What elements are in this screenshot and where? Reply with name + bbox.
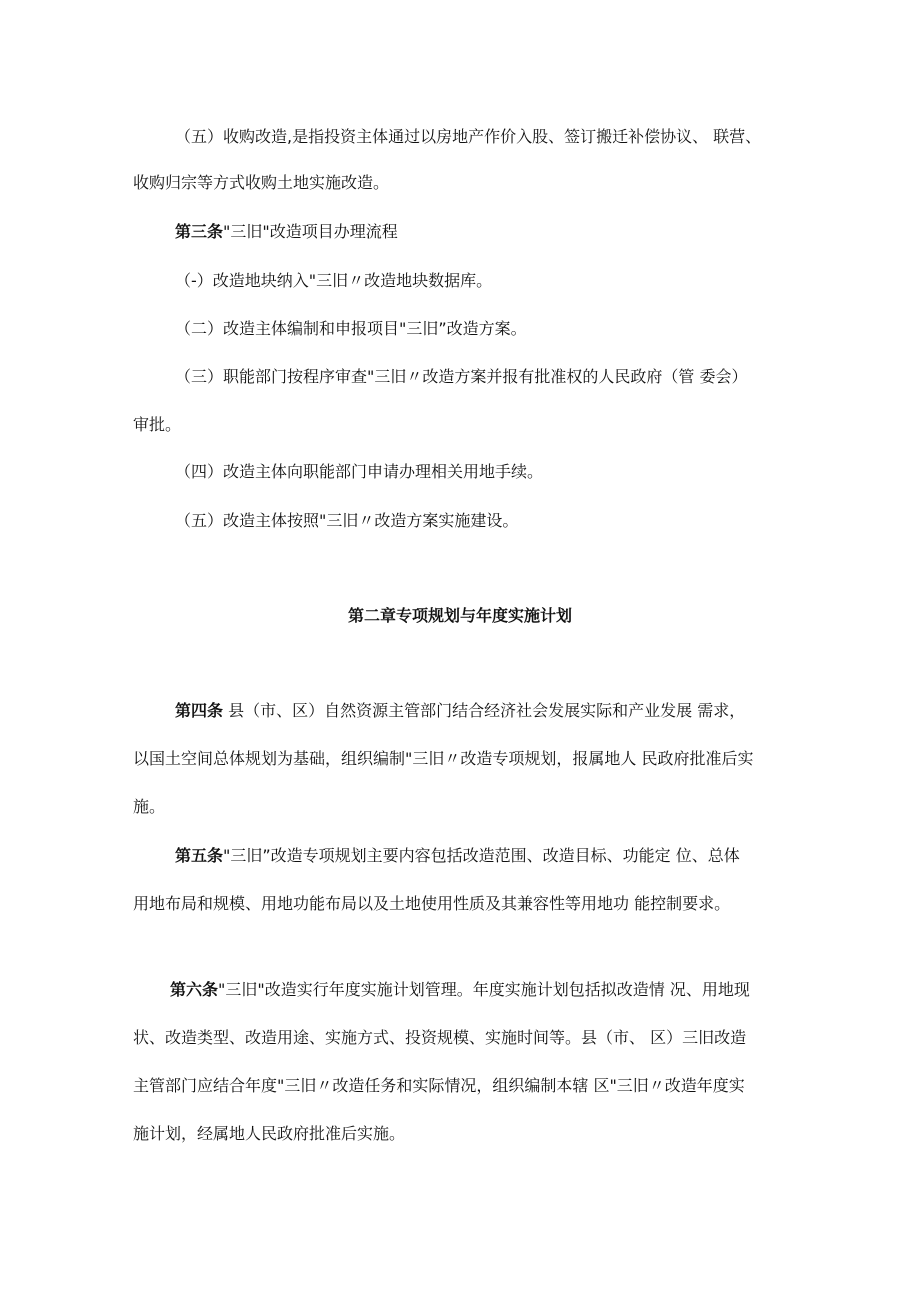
list-item: （二）改造主体编制和申报项目"三旧”改造方案。 (175, 319, 527, 338)
article-title: "三旧"改造项目办理流程 (223, 222, 398, 241)
article-6-line: 主管部门应结合年度"三旧〃改造任务和实际情况，组织编制本辖 区"三旧〃改造年度实 (133, 1076, 745, 1095)
list-item: （五）改造主体按照"三旧〃改造方案实施建设。 (175, 511, 519, 530)
article-text: "三旧"改造实行年度实施计划管理。年度实施计划包括拟改造情 况、用地现 (218, 980, 750, 999)
article-5-line: 用地布局和规模、用地功能布局以及土地使用性质及其兼容性等用地功 能控制要求。 (133, 894, 731, 913)
article-label: 第六条 (170, 980, 219, 999)
list-item: （三）职能部门按程序审查"三旧〃改造方案并报有批准权的人民政府（管 委会） (175, 367, 748, 386)
article-3-heading (175, 221, 398, 243)
list-item: （-）改造地块纳入"三旧〃改造地块数据库。 (175, 271, 493, 290)
article-text: "三旧”改造专项规划主要内容包括改造范围、改造目标、功能定 位、总体 (223, 846, 740, 865)
article-label: 第五条 (175, 846, 224, 865)
article-6-line: 施计划，经属地人民政府批准后实施。 (133, 1124, 406, 1143)
article-4-line: 施。 (133, 797, 166, 816)
article-label: 第三条 (175, 222, 224, 241)
list-item-continuation: 审批。 (133, 415, 182, 434)
paragraph-line: 收购归宗等方式收购土地实施改造。 (133, 173, 390, 192)
article-5-line (175, 845, 740, 867)
article-6-line: 状、改造类型、改造用途、实施方式、投资规模、实施时间等。县（市、 区）三旧改造 (133, 1028, 747, 1047)
list-item: （四）改造主体向职能部门申请办理相关用地手续。 (175, 462, 544, 481)
article-6-line (170, 979, 750, 1001)
article-4-line: 以国土空间总体规划为基础，组织编制"三旧〃改造专项规划，报属地人 民政府批准后实 (133, 749, 754, 768)
article-label: 第四条 (175, 701, 224, 720)
article-text: 县（市、区）自然资源主管部门结合经济社会发展实际和产业发展 需求， (223, 701, 746, 720)
article-4-line (175, 700, 745, 722)
chapter-title: 第二章专项规划与年度实施计划 (347, 606, 572, 625)
paragraph-line: （五）收购改造,是指投资主体通过以房地产作价入股、签订搬迁补偿协议、 联营、 (175, 127, 762, 146)
